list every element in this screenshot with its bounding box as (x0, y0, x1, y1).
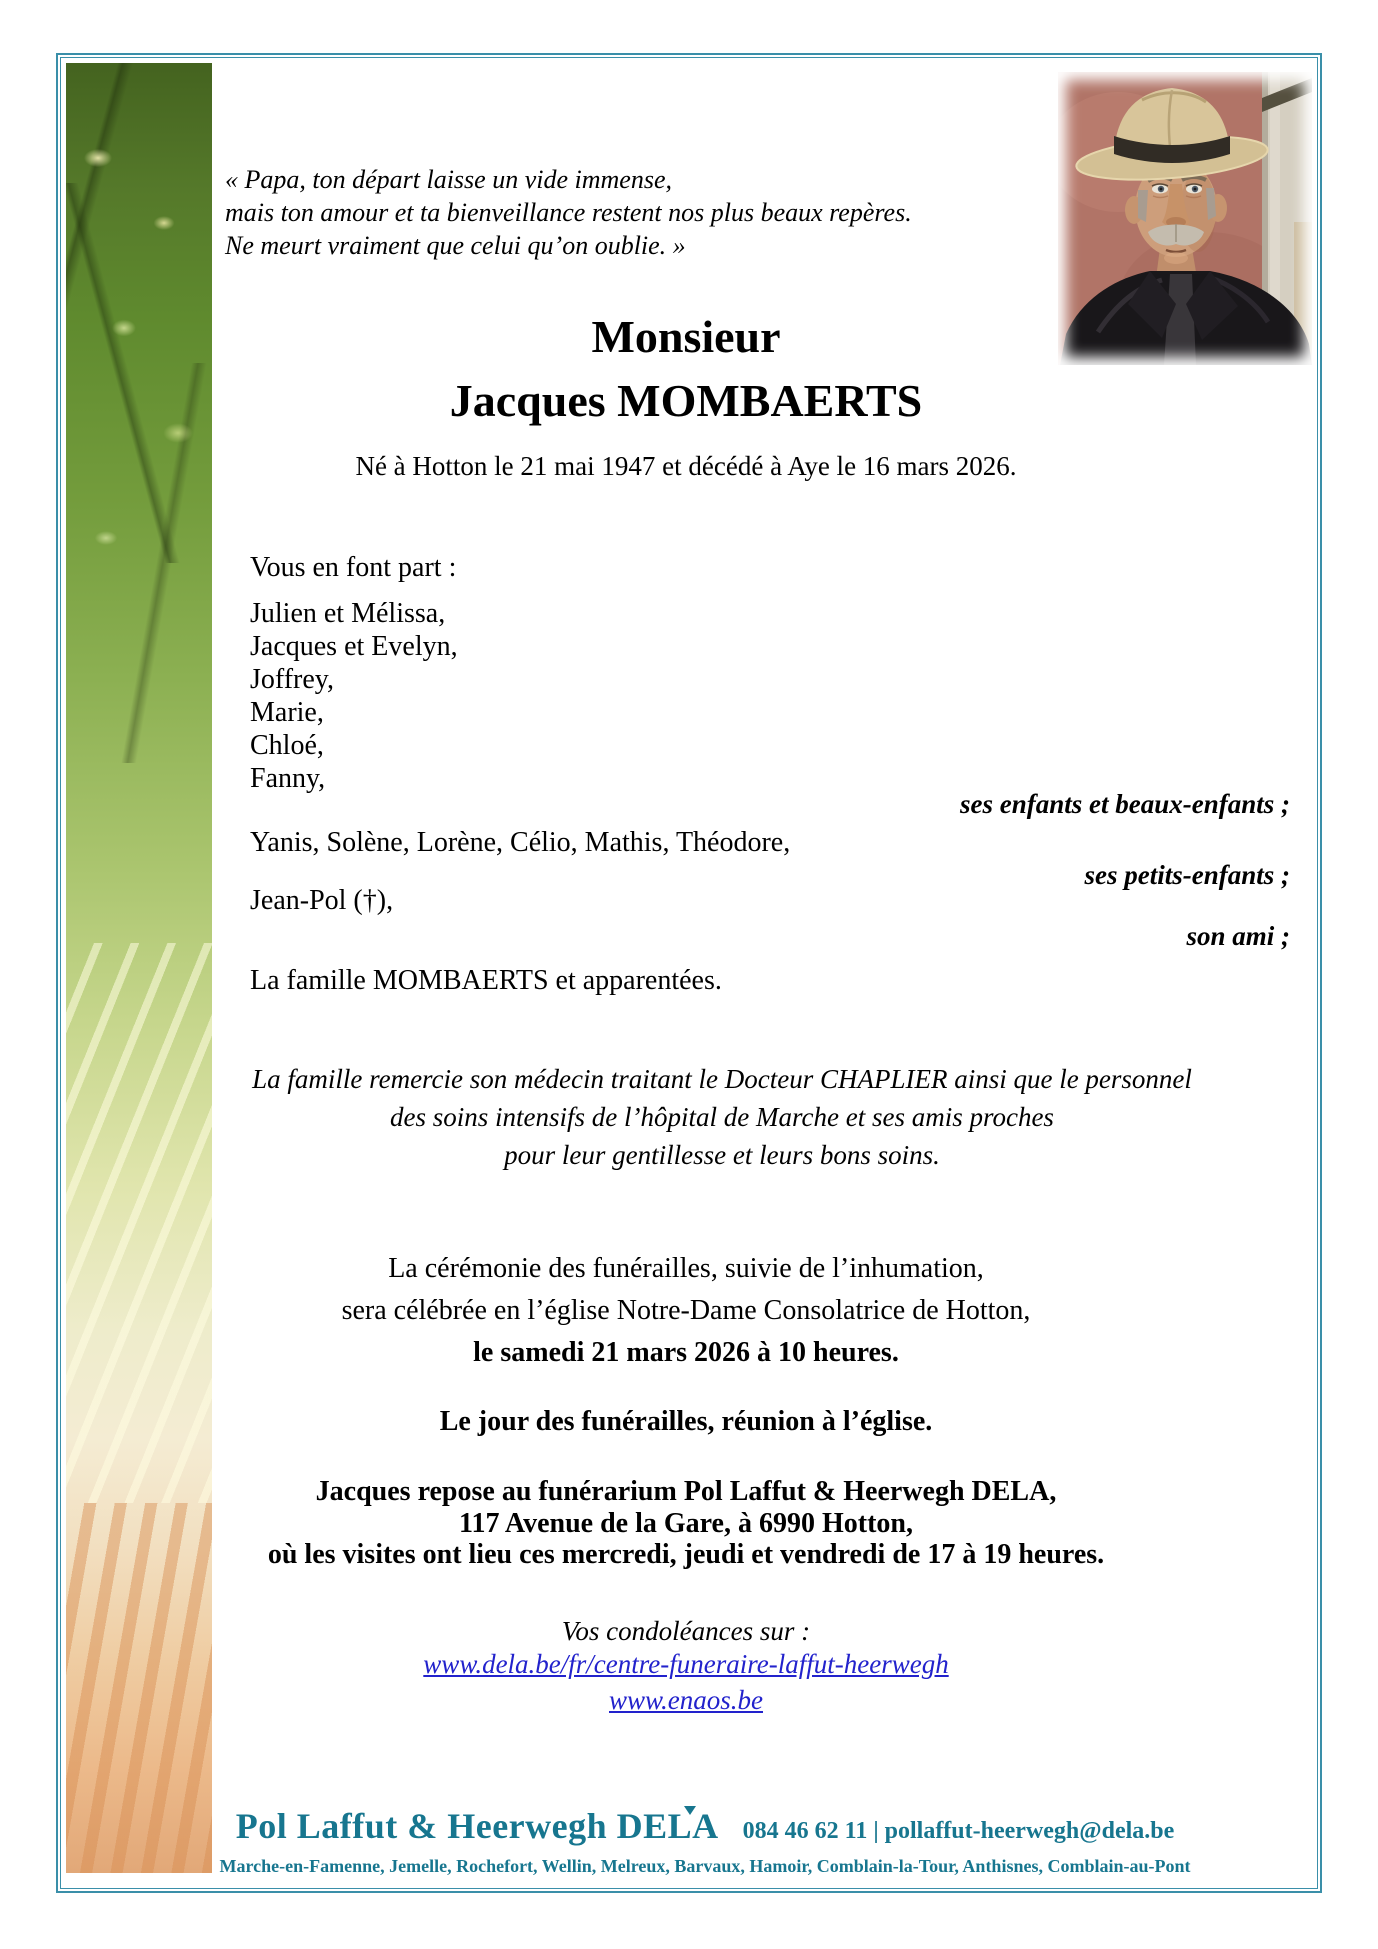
funeral-home-contact: 084 46 62 11 | pollaffut-heerwegh@dela.be (742, 1818, 1175, 1844)
list-item: Marie, (250, 697, 324, 728)
repose-visit-hours: où les visites ont lieu ces mercredi, jeudi et vendredi de 17 à 19 heures. (267, 1539, 1105, 1570)
thanks-line: pour leur gentillesse et leurs bons soins. (504, 1140, 940, 1170)
repose-address: 117 Avenue de la Gare, à 6990 Hotton, (459, 1508, 913, 1539)
funeral-home-locations: Marche-en-Famenne, Jemelle, Rochefort, Wellin, Melreux, Barvaux, Hamoir, Comblain-la-Tour, Anthisnes, Comblain-au-Pont (219, 1856, 1191, 1876)
ceremony-line-2: sera célébrée en l’église Notre-Dame Consolatrice de Hotton, (341, 1295, 1031, 1326)
announcement-intro: Vous en font part : (250, 552, 457, 583)
condolences-link-dela[interactable]: www.dela.be/fr/centre-funeraire-laffut-heerwegh (423, 1649, 949, 1679)
friend-relation-label: son ami ; (1186, 921, 1290, 951)
forest-photo-strip (66, 63, 212, 1873)
list-item: Julien et Mélissa, (250, 598, 446, 629)
list-item: Fanny, (250, 763, 326, 794)
repose-line-1: Jacques repose au funérarium Pol Laffut & Heerwegh DELA, (315, 1476, 1057, 1507)
list-item: Chloé, (250, 730, 324, 761)
children-relation-label: ses enfants et beaux-enfants ; (960, 789, 1290, 819)
deceased-life-dates: Né à Hotton le 21 mai 1947 et décédé à Aye le 16 mars 2026. (355, 451, 1017, 481)
funeral-home-logo (236, 1805, 719, 1847)
condolences-intro: Vos condoléances sur : (561, 1616, 811, 1646)
grandchildren-names: Yanis, Solène, Lorène, Célio, Mathis, Théodore, (250, 827, 791, 858)
quote-line: Ne meurt vraiment que celui qu’on oublie. » (225, 231, 686, 260)
dela-logo-mark (684, 1806, 696, 1815)
deceased-civility: Monsieur (591, 311, 781, 362)
opening-quote (225, 163, 912, 262)
ceremony-date-time: le samedi 21 mars 2026 à 10 heures. (473, 1337, 899, 1368)
thanks-paragraph (232, 1060, 1212, 1174)
friend-name: Jean-Pol (†), (250, 885, 394, 916)
grandchildren-relation-label: ses petits-enfants ; (1084, 860, 1290, 890)
list-item: Jacques et Evelyn, (250, 631, 458, 662)
condolences-link-enaos[interactable]: www.enaos.be (609, 1685, 763, 1715)
list-item: Joffrey, (250, 664, 334, 695)
deceased-title-block (212, 305, 1160, 482)
ceremony-reunion-line: Le jour des funérailles, réunion à l’église. (439, 1406, 933, 1437)
quote-line: mais ton amour et ta bienveillance restent nos plus beaux repères. (225, 198, 912, 227)
ceremony-line-1: La cérémonie des funérailles, suivie de l’inhumation, (388, 1253, 984, 1284)
thanks-line: des soins intensifs de l’hôpital de Marche et ses amis proches (390, 1102, 1054, 1132)
funeral-home-footer (100, 1805, 1310, 1847)
quote-line: « Papa, ton départ laisse un vide immense, (225, 165, 672, 194)
deceased-name: Jacques MOMBAERTS (449, 375, 923, 426)
thanks-line: La famille remercie son médecin traitant le Docteur CHAPLIER ainsi que le personnel (252, 1064, 1192, 1094)
condolences-link-row (212, 1648, 1160, 1681)
funeral-home-brand-text: Pol Laffut & Heerwegh DELA (235, 1806, 719, 1846)
family-line: La famille MOMBAERTS et apparentées. (250, 965, 722, 996)
condolences-link-row (212, 1684, 1160, 1717)
children-name-list (250, 597, 458, 795)
